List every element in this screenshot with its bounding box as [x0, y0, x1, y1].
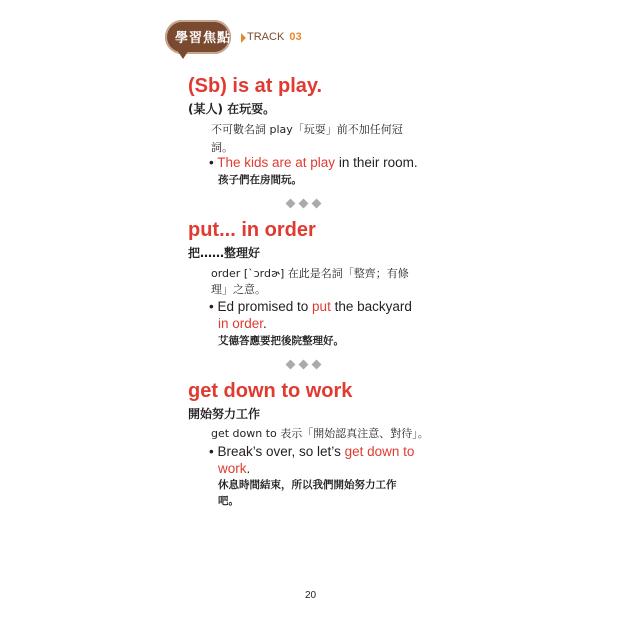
entry-1-phrase: (Sb) is at play. — [188, 75, 323, 97]
entry-2-note-line2: 理」之意。 — [211, 283, 266, 296]
entry-1-example — [209, 154, 418, 171]
entry-1-translation: 孩子們在房間玩。 — [218, 174, 302, 186]
example-text: Ed promised to — [217, 299, 313, 314]
track-text: TRACK — [247, 31, 285, 43]
bullet: • — [209, 155, 214, 170]
entry-2-meaning: 把……整理好 — [188, 246, 261, 260]
entry-1-meaning: (某人) 在玩耍。 — [188, 102, 276, 116]
example-highlight: The kids are at play — [217, 155, 336, 170]
entry-2-phrase: put... in order — [188, 219, 316, 241]
entry-2-translation: 艾德答應要把後院整理好。 — [218, 335, 344, 347]
entry-3-example-line1 — [209, 443, 414, 460]
entry-3-translation-line2: 吧。 — [218, 495, 239, 507]
example-highlight: get down to — [344, 444, 415, 459]
track-label — [247, 31, 302, 43]
section-divider — [287, 361, 320, 368]
diamond-icon — [286, 360, 296, 370]
example-text: Break’s over, so let’s — [217, 444, 345, 459]
entry-2-example-line1 — [209, 298, 412, 315]
entry-3-note-line1: get down to 表示「開始認真注意、對待」。 — [211, 427, 429, 440]
entry-3-phrase: get down to work — [188, 380, 353, 402]
diamond-icon — [299, 199, 309, 209]
example-highlight: work — [218, 461, 247, 476]
entry-2-note-line1: order [ˋɔrdɚ] 在此是名詞「整齊；有條 — [211, 267, 409, 280]
page-number: 20 — [305, 590, 317, 601]
diamond-icon — [312, 360, 322, 370]
diamond-icon — [312, 199, 322, 209]
example-highlight: put — [312, 299, 331, 314]
entry-3-meaning: 開始努力工作 — [188, 407, 261, 421]
topic-badge-label: 學習焦點 — [175, 31, 232, 46]
example-highlight: in order — [218, 316, 264, 331]
bullet: • — [209, 299, 214, 314]
entry-3-translation-line1: 休息時間結束，所以我們開始努力工作 — [218, 479, 397, 491]
example-text: in their room. — [335, 155, 418, 170]
bullet: • — [209, 444, 214, 459]
track-number: 03 — [289, 31, 302, 43]
example-text: . — [246, 461, 251, 476]
diamond-icon — [286, 199, 296, 209]
topic-badge-tail — [177, 50, 189, 59]
example-text: the backyard — [330, 299, 412, 314]
section-divider — [287, 200, 320, 207]
play-icon — [241, 33, 246, 43]
entry-3-example-line2 — [218, 460, 250, 477]
entry-2-example-line2 — [218, 315, 267, 332]
entry-1-note-line1: 不可數名詞 play「玩耍」前不加任何冠 — [211, 123, 403, 136]
diamond-icon — [299, 360, 309, 370]
example-text: . — [263, 316, 267, 331]
entry-1-note-line2: 詞。 — [211, 141, 233, 154]
